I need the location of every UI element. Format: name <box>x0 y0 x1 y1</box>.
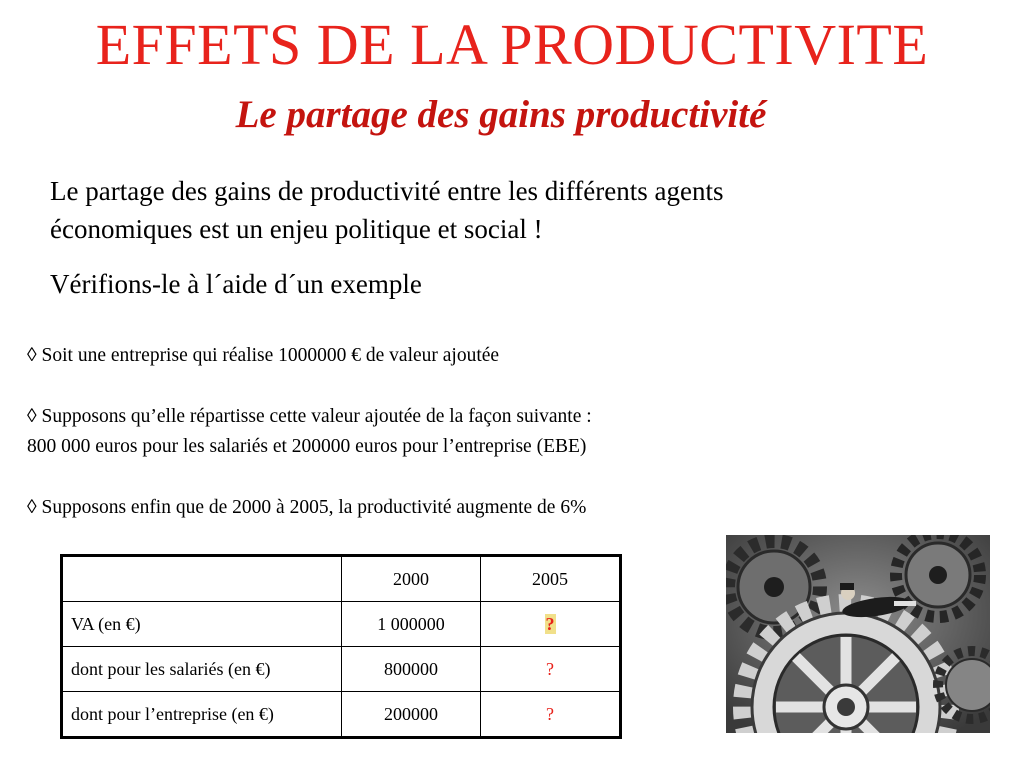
intro-line: Le partage des gains de productivité entre les différents agents <box>50 176 724 206</box>
slide-subtitle: Le partage des gains productivité <box>235 93 767 136</box>
table-cell-unknown <box>481 602 621 647</box>
gears-photo <box>726 535 990 733</box>
table-cell-value: 200000 <box>342 692 481 738</box>
bullet-repartition: ◊ Supposons qu’elle répartisse cette valeur ajoutée de la façon suivante : <box>27 406 592 427</box>
table-row <box>62 647 621 692</box>
intro-line: économiques est un enjeu politique et social ! <box>50 214 543 244</box>
gears-icon <box>726 535 990 733</box>
slide-title: EFFETS DE LA PRODUCTIVITE <box>95 12 929 77</box>
table-header-cell <box>62 556 342 602</box>
intro-text <box>50 172 950 248</box>
table-cell-unknown: ? <box>481 692 621 738</box>
table-cell-value: 1 000000 <box>342 602 481 647</box>
table-header-cell: 2005 <box>481 556 621 602</box>
table-header-row <box>62 556 621 602</box>
table-row <box>62 692 621 738</box>
table-cell-label: dont pour les salariés (en €) <box>62 647 342 692</box>
data-table <box>60 554 622 739</box>
table-cell-label: dont pour l’entreprise (en €) <box>62 692 342 738</box>
bullet-productivite: ◊ Supposons enfin que de 2000 à 2005, la productivité augmente de 6% <box>27 497 587 518</box>
table-cell-unknown: ? <box>481 647 621 692</box>
bullet-repartition-detail: 800 000 euros pour les salariés et 200000 euros pour l’entreprise (EBE) <box>27 436 587 457</box>
table-cell-value: 800000 <box>342 647 481 692</box>
table-header-cell: 2000 <box>342 556 481 602</box>
bullet-va: ◊ Soit une entreprise qui réalise 1000000 € de valeur ajoutée <box>27 345 500 366</box>
question-mark: ? <box>545 613 555 634</box>
table-cell-label: VA (en €) <box>62 602 342 647</box>
intro-example-line: Vérifions-le à l´aide d´un exemple <box>50 269 422 299</box>
table-row <box>62 602 621 647</box>
